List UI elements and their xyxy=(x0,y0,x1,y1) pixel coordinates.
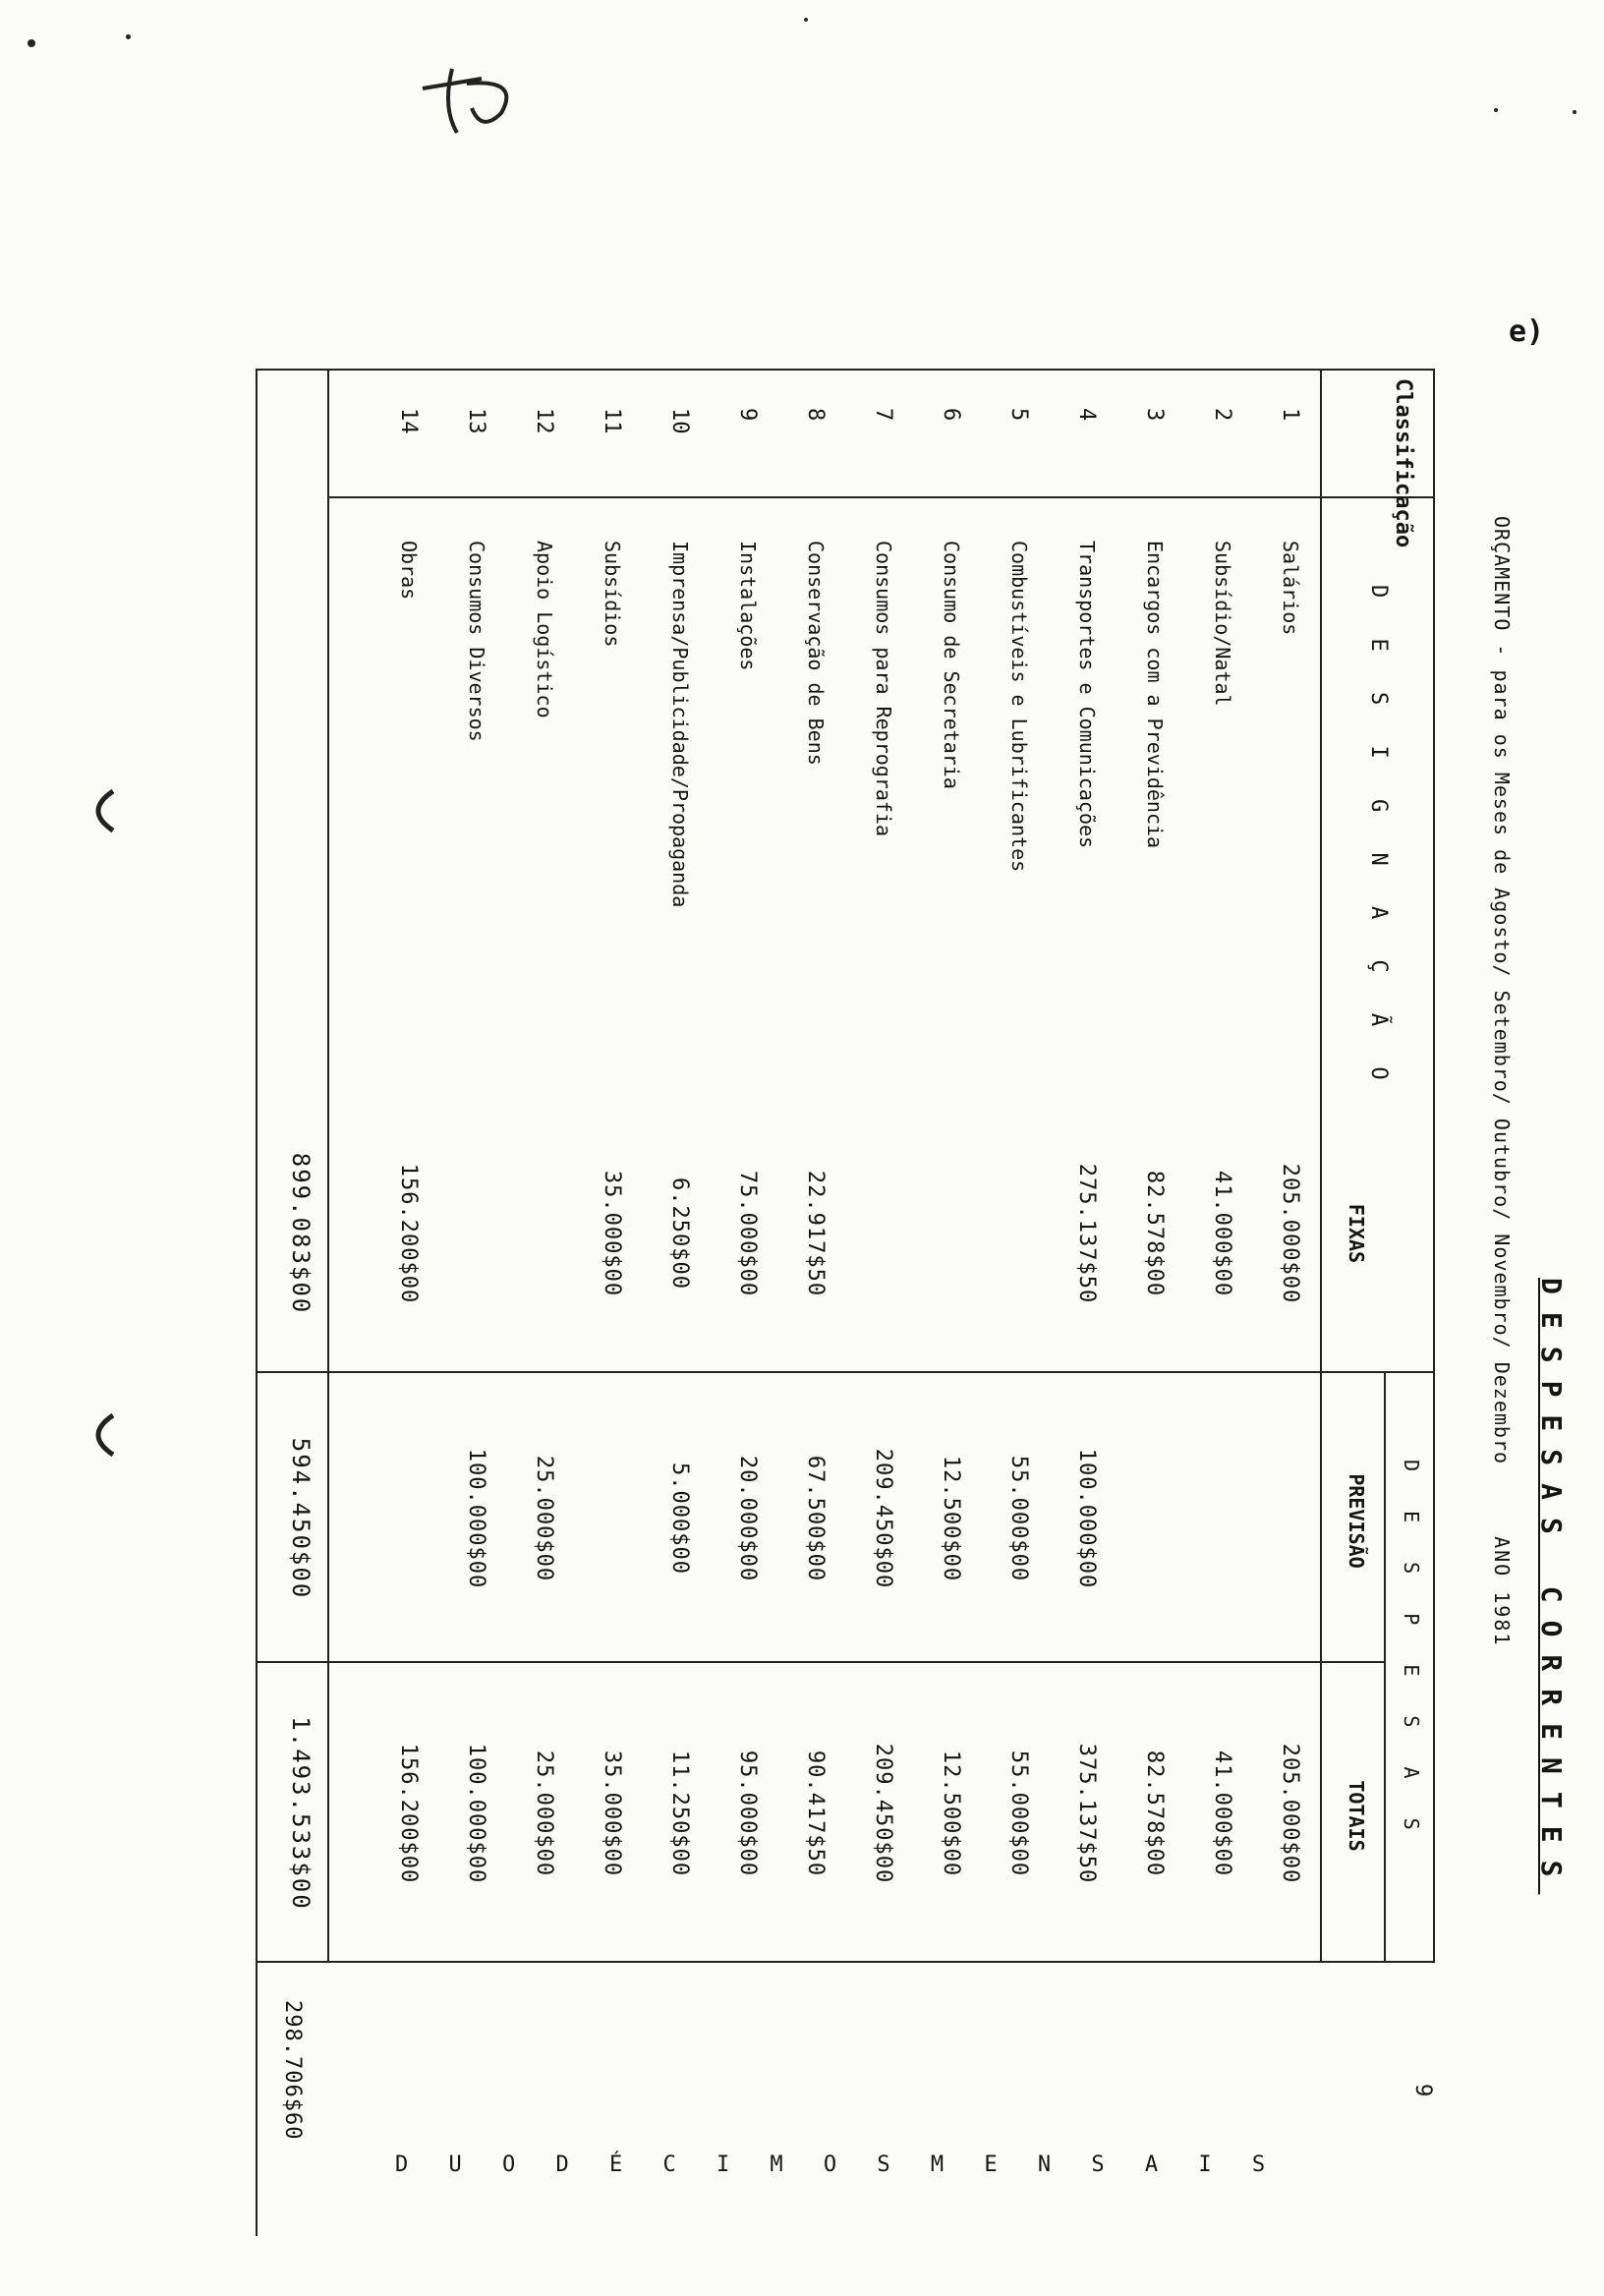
row-number: 6 xyxy=(939,408,963,422)
total-totais: 1.493.533$00 xyxy=(287,1716,315,1911)
table-rule xyxy=(1433,369,1435,1961)
binding-mark-icon xyxy=(79,1410,118,1460)
row-previsao: 100.000$00 xyxy=(1074,1448,1099,1589)
table-row xyxy=(1187,369,1234,1961)
table-rule xyxy=(327,369,329,1961)
table-row xyxy=(713,369,760,1961)
row-totais: 35.000$00 xyxy=(600,1750,624,1877)
row-designation: Consumos para Reprografia xyxy=(872,541,895,837)
row-number: 7 xyxy=(871,408,895,422)
totals-row xyxy=(267,369,315,1961)
page-letter: e) xyxy=(1509,315,1545,349)
table-row xyxy=(441,369,488,1961)
row-totais: 100.000$00 xyxy=(464,1743,488,1884)
handwritten-mark-icon xyxy=(413,59,550,138)
table-row xyxy=(577,369,624,1961)
header-designation: D E S I G N A Ç Ã O xyxy=(1366,585,1391,1094)
table-row xyxy=(1255,369,1302,1961)
document-body xyxy=(177,369,1573,2236)
row-number: 5 xyxy=(1006,408,1031,422)
row-designation: Encargos com a Previdência xyxy=(1143,541,1167,849)
budget-table xyxy=(192,369,1435,2236)
row-totais: 41.000$00 xyxy=(1210,1750,1234,1877)
row-previsao: 100.000$00 xyxy=(464,1448,488,1589)
scan-speck xyxy=(1494,108,1498,112)
header-despesas-text: D E S P E S A S xyxy=(1400,1460,1423,1844)
column-header-previsao: PREVISÃO xyxy=(1345,1473,1368,1569)
page-number: 9 xyxy=(1410,2084,1435,2097)
table-rule xyxy=(258,1961,1435,1963)
table-row xyxy=(1119,369,1167,1961)
subtitle-text: ORÇAMENTO - para os Meses de Agosto/ Setembro/ Outubro/ Novembro/ Dezembro xyxy=(1490,516,1514,1465)
table-row xyxy=(645,369,692,1961)
row-totais: 25.000$00 xyxy=(532,1750,556,1877)
column-header-fixas: FIXAS xyxy=(1345,1203,1368,1264)
row-number: 3 xyxy=(1142,408,1167,422)
scan-speck xyxy=(1573,110,1576,114)
duodecimos-value: 298.706$60 xyxy=(280,2000,305,2141)
duodecimos-label-text: D U O D É C I M O S M E N S A I S xyxy=(395,2152,1280,2177)
row-previsao: 25.000$00 xyxy=(532,1455,556,1582)
row-number: 12 xyxy=(532,408,556,434)
row-totais: 82.578$00 xyxy=(1142,1750,1167,1877)
row-totais: 209.450$00 xyxy=(871,1743,895,1884)
scan-speck xyxy=(804,18,808,22)
row-previsao: 55.000$00 xyxy=(1006,1455,1031,1582)
total-previsao: 594.450$00 xyxy=(287,1437,315,1600)
row-totais: 95.000$00 xyxy=(735,1750,760,1877)
table-row xyxy=(780,369,828,1961)
binding-mark-icon xyxy=(79,786,118,835)
row-number: 11 xyxy=(600,408,624,434)
table-row xyxy=(373,369,421,1961)
row-designation: Combustíveis e Lubrificantes xyxy=(1007,541,1031,873)
table-row xyxy=(1052,369,1099,1961)
row-fixas: 6.250$00 xyxy=(667,1177,692,1290)
row-fixas: 275.137$50 xyxy=(1074,1163,1099,1304)
row-previsao: 5.000$00 xyxy=(667,1463,692,1575)
row-number: 2 xyxy=(1210,408,1234,422)
table-row xyxy=(848,369,895,1961)
row-previsao: 209.450$00 xyxy=(871,1448,895,1589)
row-totais: 55.000$00 xyxy=(1006,1750,1031,1877)
row-number: 4 xyxy=(1074,408,1099,422)
table-row xyxy=(984,369,1031,1961)
table-rule xyxy=(256,369,258,2236)
row-totais: 90.417$50 xyxy=(803,1750,828,1877)
row-number: 1 xyxy=(1278,408,1302,422)
row-totais: 11.250$00 xyxy=(667,1750,692,1877)
header-classification: Classificação xyxy=(1391,378,1415,548)
row-designation: Imprensa/Publicidade/Propaganda xyxy=(668,541,692,908)
row-fixas: 35.000$00 xyxy=(600,1170,624,1297)
row-designation: Consumos Diversos xyxy=(465,541,488,742)
document-subtitle xyxy=(1490,516,1514,1646)
row-previsao: 12.500$00 xyxy=(939,1455,963,1582)
row-designation: Obras xyxy=(397,541,421,601)
table-rule xyxy=(1320,369,1322,1961)
row-designation: Subsídios xyxy=(601,541,624,648)
row-totais: 156.200$00 xyxy=(396,1743,421,1884)
row-fixas: 41.000$00 xyxy=(1210,1170,1234,1297)
row-fixas: 75.000$00 xyxy=(735,1170,760,1297)
row-fixas: 82.578$00 xyxy=(1142,1170,1167,1297)
row-totais: 12.500$00 xyxy=(939,1750,963,1877)
table-row xyxy=(916,369,963,1961)
row-totais: 205.000$00 xyxy=(1278,1743,1302,1884)
header-despesas xyxy=(1400,1460,1423,1844)
row-fixas: 205.000$00 xyxy=(1278,1163,1302,1304)
row-designation: Transportes e Comunicações xyxy=(1075,541,1099,849)
row-previsao: 67.500$00 xyxy=(803,1455,828,1582)
scan-speck xyxy=(126,34,131,39)
row-designation: Subsídio/Natal xyxy=(1211,541,1234,707)
total-fixas: 899.083$00 xyxy=(287,1152,315,1315)
row-number: 9 xyxy=(735,408,760,422)
row-previsao: 20.000$00 xyxy=(735,1455,760,1582)
row-designation: Consumo de Secretaria xyxy=(940,541,963,789)
table-row xyxy=(509,369,556,1961)
scan-speck xyxy=(28,39,35,47)
row-fixas: 22.917$50 xyxy=(803,1170,828,1297)
row-fixas: 156.200$00 xyxy=(396,1163,421,1304)
table-rule xyxy=(1384,1371,1386,1961)
row-designation: Apoio Logístico xyxy=(533,541,556,718)
row-number: 13 xyxy=(464,408,488,434)
row-number: 14 xyxy=(396,408,421,434)
row-designation: Salários xyxy=(1279,541,1302,636)
row-number: 10 xyxy=(667,408,692,434)
row-totais: 375.137$50 xyxy=(1074,1743,1099,1884)
column-header-totais: TOTAIS xyxy=(1345,1780,1368,1852)
subtitle-year: ANO 1981 xyxy=(1490,1536,1514,1647)
document-title: DESPESAS CORRENTES xyxy=(1535,1278,1568,1895)
row-number: 8 xyxy=(803,408,828,422)
row-designation: Instalações xyxy=(736,541,760,671)
row-designation: Conservação de Bens xyxy=(804,541,828,766)
duodecimos-label xyxy=(395,2152,1279,2177)
